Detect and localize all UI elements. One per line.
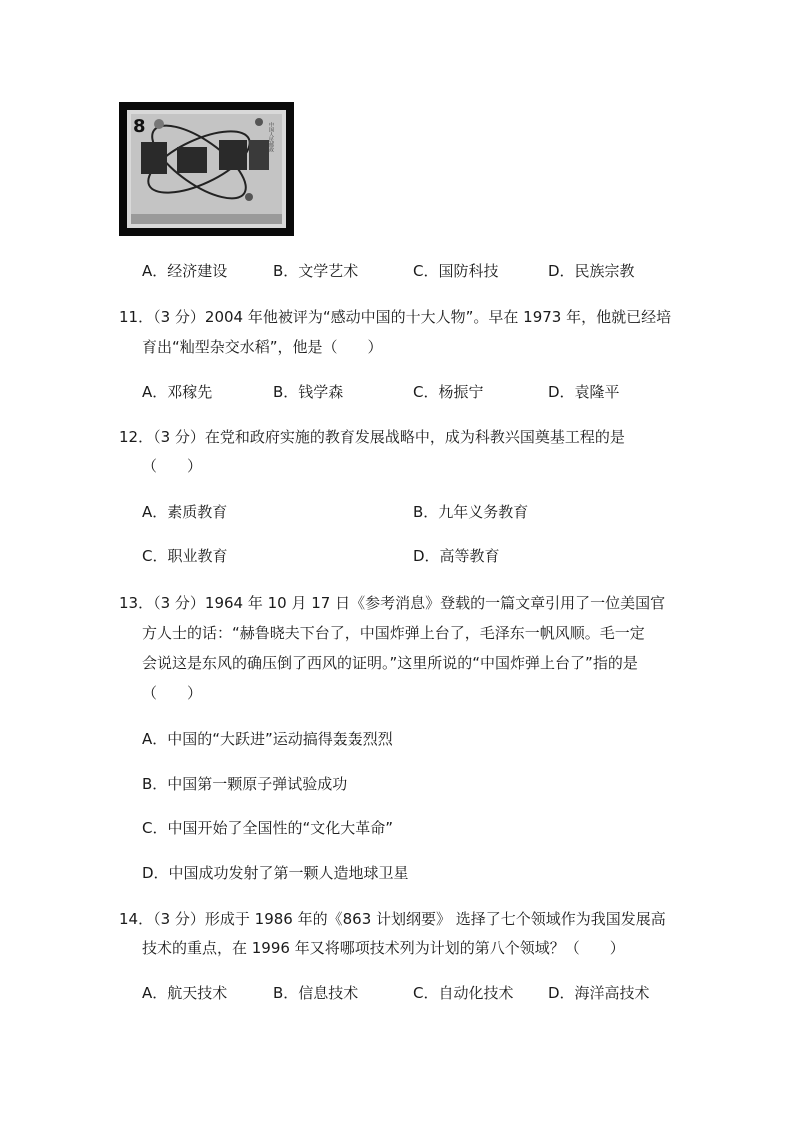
q14-stem-line2: 技术的重点，在 1996 年又将哪项技术列为计划的第八个领域？（ ）: [142, 939, 625, 957]
q12-option-a[interactable]: A．素质教育: [142, 503, 228, 521]
q10-option-b[interactable]: B．文学艺术: [273, 262, 359, 280]
q13-option-d[interactable]: D．中国成功发射了第一颗人造地球卫星: [142, 864, 409, 882]
stamp-denomination: 8: [133, 116, 146, 137]
q11-option-c[interactable]: C．杨振宁: [413, 383, 484, 401]
q14-option-d[interactable]: D．海洋高技术: [548, 984, 650, 1002]
stamp-illustration: [119, 102, 294, 236]
q10-option-a[interactable]: A．经济建设: [142, 262, 228, 280]
q13-stem-line2: 方人士的话：“赫鲁晓夫下台了，中国炸弹上台了，毛泽东一帆风顺。毛一定: [142, 624, 645, 642]
q14-option-c[interactable]: C．自动化技术: [413, 984, 514, 1002]
q11-stem-line2: 育出“籼型杂交水稻”，他是（ ）: [142, 338, 383, 356]
q11-option-a[interactable]: A．邓稼先: [142, 383, 213, 401]
q12-option-b[interactable]: B．九年义务教育: [413, 503, 529, 521]
q11-option-b[interactable]: B．钱学森: [273, 383, 344, 401]
q11-option-d[interactable]: D．袁隆平: [548, 383, 620, 401]
q10-option-c[interactable]: C．国防科技: [413, 262, 499, 280]
stamp-country: 中国人民邮政: [268, 122, 274, 152]
q13-stem-line4: （ ）: [142, 684, 203, 702]
stamp-image: [119, 102, 294, 236]
q13-option-b[interactable]: B．中国第一颗原子弹试验成功: [142, 775, 348, 793]
q12-option-d[interactable]: D．高等教育: [413, 547, 500, 565]
q13-option-c[interactable]: C．中国开始了全国性的“文化大革命”: [142, 819, 394, 837]
q12-option-c[interactable]: C．职业教育: [142, 547, 228, 565]
q14-option-b[interactable]: B．信息技术: [273, 984, 359, 1002]
q14-option-a[interactable]: A．航天技术: [142, 984, 228, 1002]
q12-stem-line1: 12．（3 分）在党和政府实施的教育发展战略中，成为科教兴国奠基工程的是: [119, 428, 625, 446]
q13-stem-line1: 13．（3 分）1964 年 10 月 17 日《参考消息》登载的一篇文章引用了一位美国官: [119, 594, 666, 612]
q14-stem-line1: 14．（3 分）形成于 1986 年的《863 计划纲要》 选择了七个领域作为我国发展高: [119, 910, 666, 928]
q12-stem-line2: （ ）: [142, 457, 203, 475]
q11-stem-line1: 11．（3 分）2004 年他被评为“感动中国的十大人物”。早在 1973 年，他就已经培: [119, 308, 672, 326]
q13-stem-line3: 会说这是东风的确压倒了西风的证明。”这里所说的“中国炸弹上台了”指的是: [142, 654, 638, 672]
q10-option-d[interactable]: D．民族宗教: [548, 262, 635, 280]
q13-option-a[interactable]: A．中国的“大跃进”运动搞得轰轰烈烈: [142, 730, 393, 748]
